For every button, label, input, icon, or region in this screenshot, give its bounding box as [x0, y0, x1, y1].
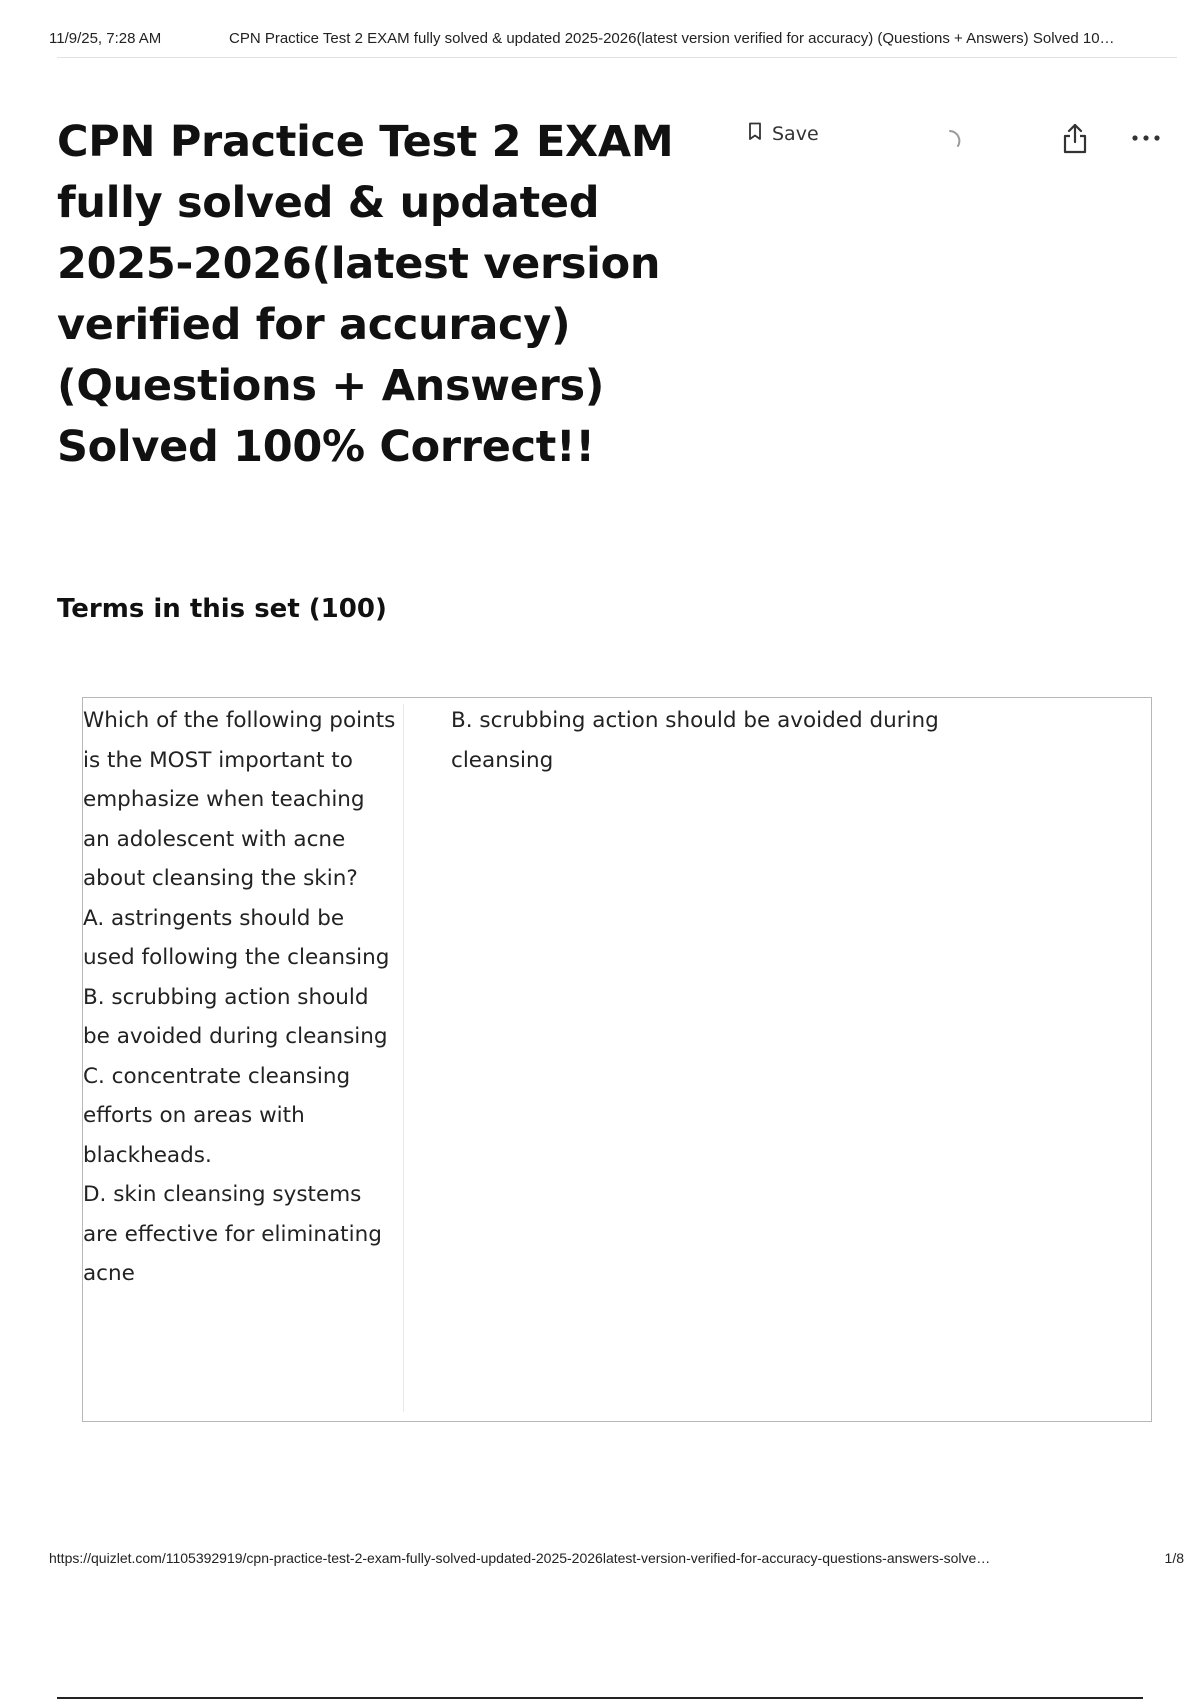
term-text: Which of the following points is the MOST important to emphasize when teaching an adolescent with acne about cleansing the skin? A. astringents should be used following the cleansing B. scrubbing action should be avoided during cleansing C. concentrate cleansing efforts on areas with blackheads. D. skin cleansing systems are effective for eliminating acne [83, 708, 396, 1286]
toolbar [748, 122, 1168, 158]
header-divider [57, 57, 1177, 58]
print-header [49, 30, 1179, 54]
share-icon [1058, 141, 1092, 160]
save-label: Save [772, 123, 819, 145]
more-options-button[interactable] [1130, 128, 1164, 148]
page-title: CPN Practice Test 2 EXAM fully solved & updated 2025-2026(latest version verified for accuracy) (Questions + Answers) Solved 100% Correct!! [57, 117, 674, 472]
print-doc-title: CPN Practice Test 2 EXAM fully solved & updated 2025-2026(latest version verified for accuracy) (Questions + Answers) Solved 10… [229, 30, 1115, 47]
card-divider [403, 704, 404, 1412]
definition-text: B. scrubbing action should be avoided during cleansing [451, 708, 939, 773]
print-date: 11/9/25, 7:28 AM [49, 30, 162, 47]
loading-spinner-icon [938, 126, 966, 154]
terms-heading: Terms in this set (100) [57, 594, 387, 624]
bookmark-icon [748, 122, 762, 146]
share-button[interactable] [1058, 122, 1092, 156]
page-number: 1/8 [1164, 1550, 1184, 1566]
save-button[interactable] [748, 122, 819, 146]
print-url: https://quizlet.com/1105392919/cpn-practice-test-2-exam-fully-solved-updated-2025-2026latest-version-verified-for-accuracy-questions-answers-solve… [49, 1550, 991, 1566]
more-icon [1130, 133, 1164, 152]
print-footer [49, 1550, 1184, 1572]
bottom-divider [57, 1697, 1143, 1699]
term-card [82, 697, 1152, 1422]
